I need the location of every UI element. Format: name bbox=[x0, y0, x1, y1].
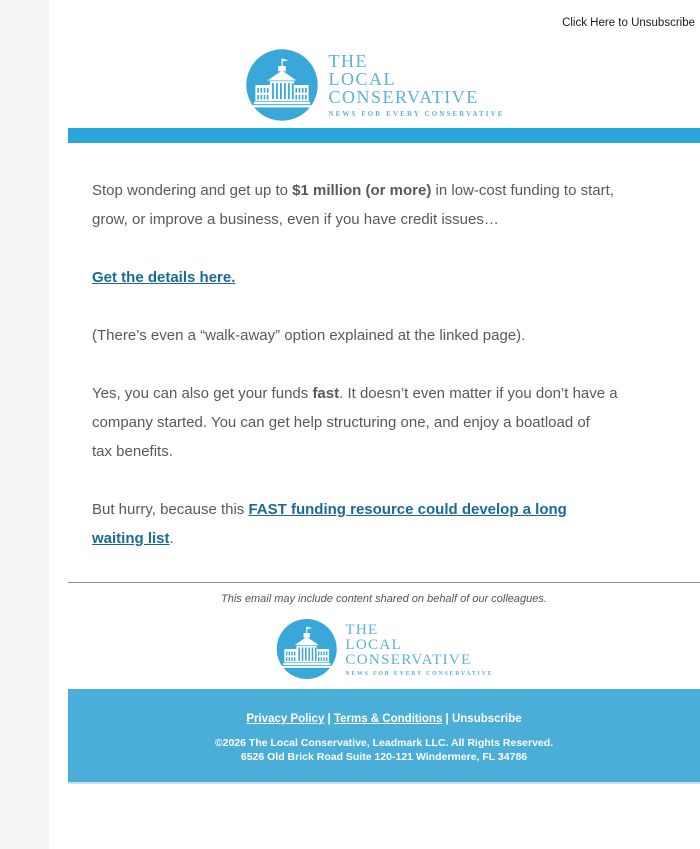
logo-tagline: NEWS FOR EVERY CONSERVATIVE bbox=[328, 110, 505, 118]
unsubscribe-row bbox=[49, 0, 700, 31]
copyright-block bbox=[68, 737, 700, 764]
body-link[interactable]: Get the details here. bbox=[92, 269, 236, 286]
email-content bbox=[68, 143, 700, 784]
body-link[interactable]: waiting list bbox=[92, 530, 170, 547]
text-segment: $1 million (or more) bbox=[292, 182, 432, 199]
logo-line-2: LOCAL bbox=[345, 635, 403, 653]
brand-wordmark bbox=[328, 52, 504, 118]
white-house-icon bbox=[244, 47, 320, 123]
text-segment: But hurry, because this bbox=[92, 501, 249, 518]
paragraph bbox=[92, 379, 680, 466]
paragraph bbox=[92, 176, 680, 234]
logo-line-2: LOCAL bbox=[328, 69, 396, 89]
logo-line-3: CONSERVATIVE bbox=[328, 87, 479, 107]
logo-line-3: CONSERVATIVE bbox=[345, 650, 472, 668]
address-line: 6526 Old Brick Road Suite 120-121 Windermere, FL 34786 bbox=[240, 750, 528, 763]
text-segment: company started. You can get help structuring one, and enjoy a boatload of bbox=[92, 414, 590, 431]
text-segment: in low-cost funding to start, bbox=[431, 182, 614, 199]
text-segment: Yes, you can also get your funds bbox=[92, 385, 313, 402]
paragraph bbox=[92, 263, 680, 292]
paragraph bbox=[92, 495, 680, 553]
text-segment: . bbox=[169, 530, 174, 547]
footer-link-unsubscribe[interactable]: Unsubscribe bbox=[451, 713, 522, 725]
footer-link-terms-conditions[interactable]: Terms & Conditions bbox=[333, 713, 443, 725]
brand-logo bbox=[244, 47, 504, 123]
brand-wordmark bbox=[345, 621, 493, 676]
email-paragraphs bbox=[68, 143, 700, 553]
white-house-icon bbox=[275, 617, 339, 681]
brand-logo-footer bbox=[275, 617, 493, 681]
footer-link-separator: | bbox=[324, 713, 334, 725]
text-segment: grow, or improve a business, even if you have credit issues… bbox=[92, 211, 499, 228]
text-segment: (There’s even a “walk-away” option explained at the linked page). bbox=[92, 327, 526, 344]
paragraph bbox=[92, 321, 680, 350]
text-segment: fast bbox=[312, 385, 340, 402]
header-accent-bar bbox=[68, 128, 700, 143]
disclaimer-text: This email may include content shared on behalf of our colleagues. bbox=[221, 593, 547, 605]
footer-bar bbox=[68, 689, 700, 784]
footer-links bbox=[68, 713, 700, 725]
text-segment: tax benefits. bbox=[92, 443, 173, 460]
header-logo-row bbox=[49, 47, 700, 123]
footer-divider bbox=[68, 582, 700, 583]
footer-link-separator: | bbox=[442, 713, 452, 725]
footer-link-privacy-policy[interactable]: Privacy Policy bbox=[246, 713, 325, 725]
body-link[interactable]: FAST funding resource could develop a long bbox=[248, 501, 567, 518]
footer-logo-row bbox=[68, 611, 700, 687]
text-segment: . It doesn’t even matter if you don’t have a bbox=[339, 385, 618, 402]
logo-line-1: THE bbox=[345, 620, 379, 638]
email-body bbox=[49, 0, 700, 849]
logo-line-1: THE bbox=[328, 51, 368, 71]
top-unsubscribe-link[interactable]: Click Here to Unsubscribe bbox=[562, 17, 695, 29]
text-segment: Stop wondering and get up to bbox=[92, 182, 293, 199]
copyright-line: ©2026 The Local Conservative, Leadmark LLC. All Rights Reserved. bbox=[214, 737, 554, 749]
logo-tagline: NEWS FOR EVERY CONSERVATIVE bbox=[345, 670, 494, 677]
